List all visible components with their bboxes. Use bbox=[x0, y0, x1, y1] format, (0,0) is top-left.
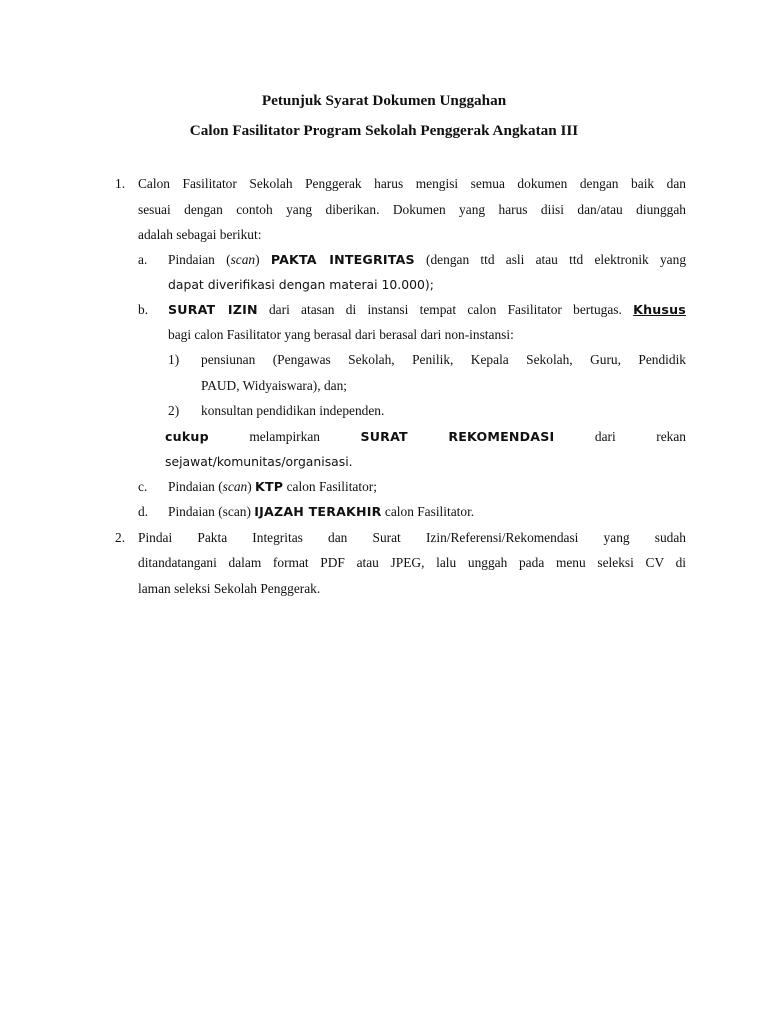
item-1-line-2: sesuai dengan contoh yang diberikan. Dokumen yang harus diisi dan/atau diunggah bbox=[138, 202, 686, 217]
item-a-post: ) bbox=[255, 252, 260, 267]
item-d-letter: d. bbox=[138, 504, 149, 519]
item-d-rest: calon Fasilitator. bbox=[384, 504, 475, 519]
item-b-line-2: bagi calon Fasilitator yang berasal dari berasal dari non-instansi: bbox=[168, 327, 514, 342]
cukup-word: cukup bbox=[165, 429, 209, 444]
item-d-ijazah: IJAZAH TERAKHIR bbox=[254, 504, 382, 519]
item-a-line-2: dapat diverifikasi dengan materai 10.000); bbox=[168, 277, 434, 292]
surat-word: SURAT bbox=[360, 429, 408, 444]
item-a-pakta-integritas: PAKTA INTEGRITAS bbox=[270, 252, 415, 267]
item-b-khusus: Khusus bbox=[633, 302, 686, 317]
sub-1-line-2: PAUD, Widyaiswara), dan; bbox=[201, 378, 347, 393]
item-c-rest: calon Fasilitator; bbox=[286, 479, 377, 494]
item-c-line bbox=[168, 478, 377, 496]
rekan-word: rekan bbox=[656, 429, 686, 444]
melampirkan-word: melampirkan bbox=[249, 429, 320, 444]
rekomendasi-word: REKOMENDASI bbox=[448, 429, 555, 444]
item-2-line-1: Pindai Pakta Integritas dan Surat Izin/Referensi/Rekomendasi yang sudah bbox=[138, 530, 686, 545]
item-b-line-1 bbox=[168, 301, 686, 319]
item-1-line-3: adalah sebagai berikut: bbox=[138, 227, 262, 242]
item-c-scan: scan bbox=[222, 479, 248, 494]
item-1-line-1 bbox=[138, 175, 686, 193]
item-2-number: 2. bbox=[115, 530, 126, 545]
item-b-rest: dari atasan di instansi tempat calon Fasilitator bertugas. bbox=[268, 302, 622, 317]
item-2-line-3: laman seleksi Sekolah Penggerak. bbox=[138, 581, 321, 596]
item-c-ktp: KTP bbox=[255, 479, 284, 494]
dari-word: dari bbox=[594, 429, 616, 444]
item-a-scan: scan bbox=[230, 252, 256, 267]
item-1-line-1-text: Calon Fasilitator Sekolah Penggerak harus mengisi semua dokumen dengan baik dan bbox=[138, 176, 686, 191]
item-b-letter: b. bbox=[138, 302, 149, 317]
document-subtitle: Calon Fasilitator Program Sekolah Penggerak Angkatan III bbox=[189, 122, 579, 139]
item-1-number: 1. bbox=[115, 176, 126, 191]
item-c-letter: c. bbox=[138, 479, 148, 494]
item-b-surat-izin: SURAT IZIN bbox=[168, 302, 258, 317]
sub-1-number: 1) bbox=[168, 352, 180, 367]
sub-2-line-1: konsultan pendidikan independen. bbox=[201, 403, 385, 418]
item-a-rest: (dengan ttd asli atau ttd elektronik yang bbox=[426, 252, 687, 267]
item-a-line-1 bbox=[168, 251, 686, 269]
cukup-line bbox=[165, 428, 686, 446]
item-a-letter: a. bbox=[138, 252, 148, 267]
cukup-line-2: sejawat/komunitas/organisasi. bbox=[165, 454, 353, 469]
item-d-line bbox=[168, 503, 474, 521]
item-d-pre: Pindaian (scan) bbox=[168, 504, 251, 519]
sub-2-number: 2) bbox=[168, 403, 180, 418]
sub-1-line-1: pensiunan (Pengawas Sekolah, Penilik, Kepala Sekolah, Guru, Pendidik bbox=[201, 352, 686, 367]
item-a-pre: Pindaian ( bbox=[168, 252, 231, 267]
item-c-post: ) bbox=[247, 479, 252, 494]
item-2-line-2: ditandatangani dalam format PDF atau JPEG, lalu unggah pada menu seleksi CV di bbox=[138, 555, 686, 570]
document-title: Petunjuk Syarat Dokumen Unggahan bbox=[261, 92, 507, 109]
item-c-pre: Pindaian ( bbox=[168, 479, 223, 494]
